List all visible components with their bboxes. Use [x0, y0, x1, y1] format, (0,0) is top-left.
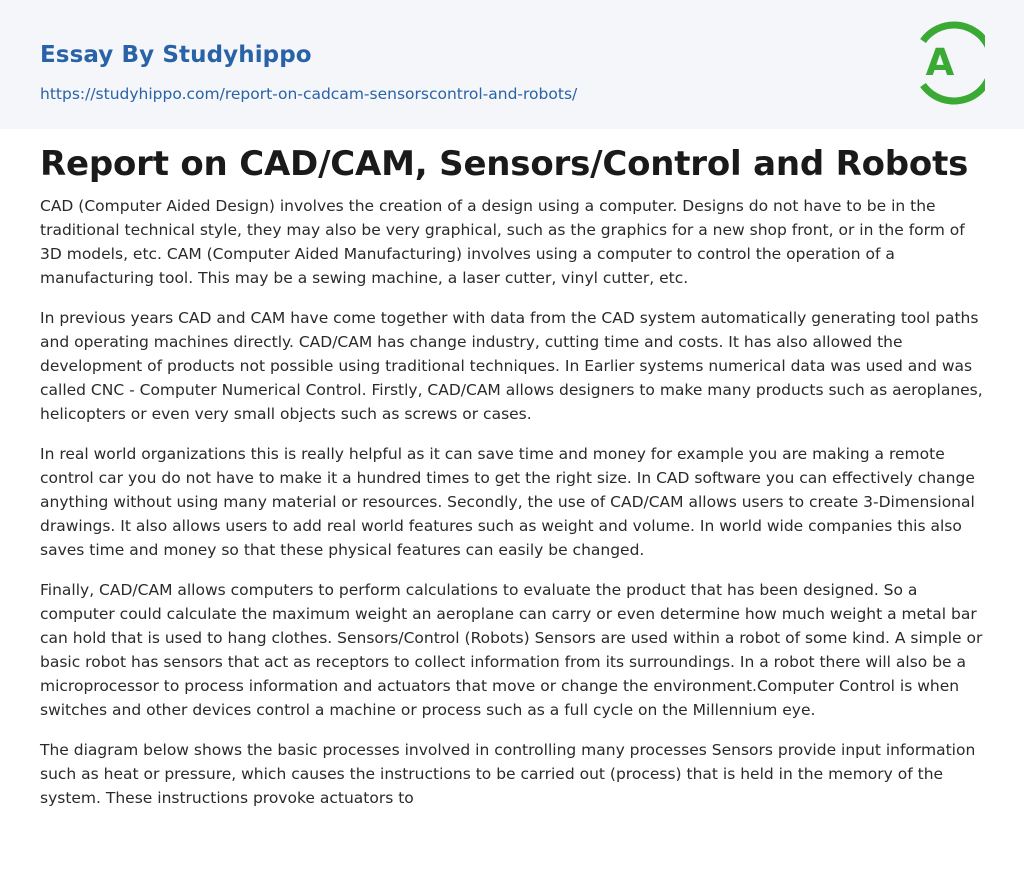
paragraph: In real world organizations this is really helpful as it can save time and money for example you are making a remote control car you do not have to make it a hundred times to get the right size. In CAD software you can effectively change anything without using many material or resources. Secondly, the use of CAD/CAM allows users to create 3-Dimensional drawings. It also allows users to add real world features such as weight and volume. In world wide companies this also saves time and money so that these physical features can easily be changed.: [40, 445, 975, 559]
article-body: [40, 194, 984, 826]
paragraph: The diagram below shows the basic processes involved in controlling many processes Sensors provide input information such as heat or pressure, which causes the instructions to be carried out (process) that is held in the memory of the system. These instructions provoke actuators to: [40, 741, 976, 807]
site-header: [0, 0, 1024, 129]
logo-letter: A: [925, 41, 955, 84]
source-url-link[interactable]: https://studyhippo.com/report-on-cadcam-sensorscontrol-and-robots/: [40, 85, 578, 103]
article-title: Report on CAD/CAM, Sensors/Control and Robots: [40, 144, 969, 184]
paragraph: In previous years CAD and CAM have come together with data from the CAD system automatically generating tool paths and operating machines directly. CAD/CAM has change industry, cutting time and costs. It has also allowed the development of products not possible using traditional techniques. In Earlier systems numerical data was used and was called CNC - Computer Numerical Control. Firstly, CAD/CAM allows designers to make many products such as aeroplanes, helicopters or even very small objects such as screws or cases.: [40, 309, 983, 423]
brand-title[interactable]: Essay By Studyhippo: [40, 42, 312, 68]
paragraph: Finally, CAD/CAM allows computers to perform calculations to evaluate the product that has been designed. So a computer could calculate the maximum weight an aeroplane can carry or even determine how much weight a metal bar can hold that is used to hang clothes. Sensors/Control (Robots) Sensors are used within a robot of some kind. A simple or basic robot has sensors that act as receptors to collect information from its surroundings. In a robot there will also be a microprocessor to process information and actuators that move or change the environment.Computer Control is when switches and other devices control a machine or process such as a full cycle on the Millennium eye.: [40, 581, 983, 719]
paragraph: CAD (Computer Aided Design) involves the creation of a design using a computer. Designs do not have to be in the traditional technical style, they may also be very graphical, such as the graphics for a new shop front, or in the form of 3D models, etc. CAM (Computer Aided Manufacturing) involves using a computer to control the operation of a manufacturing tool. This may be a sewing machine, a laser cutter, vinyl cutter, etc.: [40, 197, 965, 287]
studyhippo-logo-icon[interactable]: [913, 20, 985, 106]
